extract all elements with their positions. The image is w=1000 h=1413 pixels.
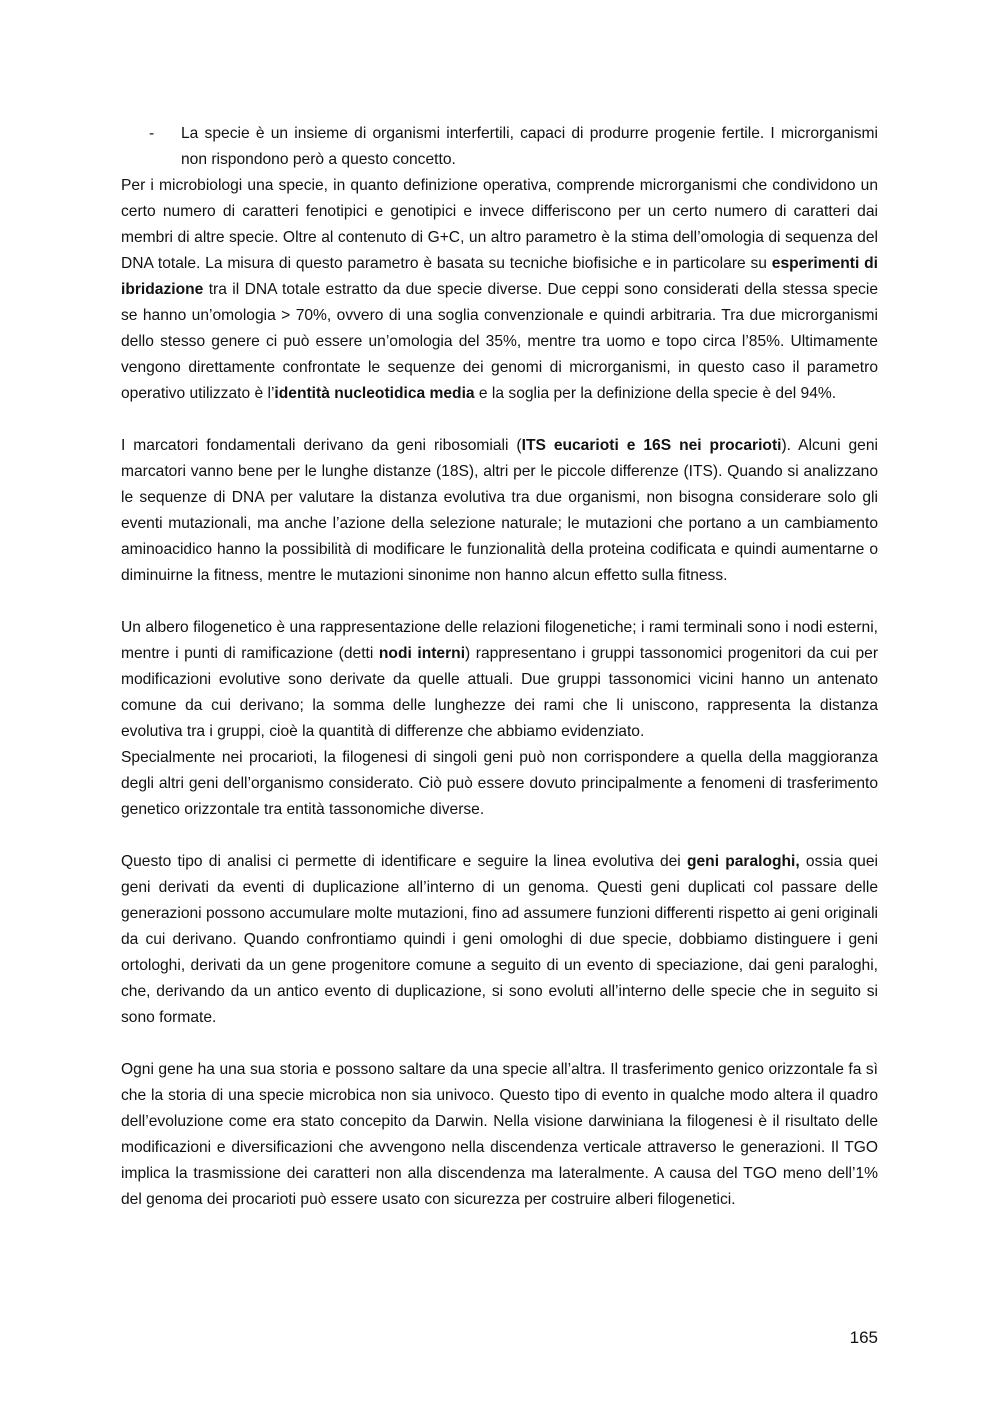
p1-text-a: Per i microbiologi una specie, in quanto definizione operativa, comprende microrganismi che condividono un certo numero di caratteri fenotipici e genotipici e invece differiscono per un certo numero di caratteri dai membri di altre specie. Oltre al contenuto di G+C, un altro parametro è la stima dell’omologia di sequenza del DNA totale. La misura di questo parametro è basata su tecniche biofisiche e in particolare su [121,177,878,272]
p1-bold-identita: identità nucleotidica media [274,385,475,402]
p2-bold-its: ITS eucarioti e 16S nei procarioti [521,437,782,454]
paragraph-species-definition [121,173,878,407]
paragraph-tgo: Ogni gene ha una sua storia e possono saltare da una specie all’altra. Il trasferimento genico orizzontale fa sì che la storia di una specie microbica non sia univoco. Questo tipo di evento in qualche modo altera il quadro dell’evoluzione come era stato concepito da Darwin. Nella visione darwiniana la filogenesi è il risultato delle modificazioni e diversificazioni che avvengono nella discendenza verticale attraverso le generazioni. Il TGO implica la trasmissione dei caratteri non alla discendenza ma lateralmente. A causa del TGO meno dell’1% del genoma dei procarioti può essere usato con sicurezza per costruire alberi filogenetici. [121,1061,878,1208]
p3-text-c: ) rappresentano i gruppi tassonomici progenitori da cui per modificazioni evolutive sono derivate da quelle attuali. Due gruppi tassonomici vicini hanno un antenato comune da cui derivano; la somma delle lunghezze dei rami che li uniscono, rappresenta la distanza evolutiva tra i gruppi, cioè la quantità di differenze che abbiamo evidenziato. [121,645,879,740]
p5-text-a: Questo tipo di analisi ci permette di identificare e seguire la linea evolutiva dei [121,853,687,870]
p5-bold-paraloghi: geni paraloghi, [686,853,800,870]
p5-text-c: ossia quei geni derivati da eventi di duplicazione all’interno di un genoma. Questi geni duplicati col passare delle generazioni possono accumulare molte mutazioni, fino ad assumere funzioni differenti rispetto ai geni originali da cui derivano. Quando confrontiamo quindi i geni omologhi di due specie, dobbiamo distinguere i geni ortologhi, derivati da un gene progenitore comune a seguito di un evento di speciazione, dai geni paraloghi, che, derivando da un antico evento di duplicazione, si sono evoluti all’interno delle specie che in seguito si sono formate. [121,853,878,1026]
paragraph-procarioti: Specialmente nei procarioti, la filogenesi di singoli geni può non corrispondere a quella della maggioranza degli altri geni dell’organismo considerato. Ciò può essere dovuto principalmente a fenomeni di trasferimento genetico orizzontale tra entità tassonomiche diverse. [121,749,878,818]
paragraph-gap [121,407,878,433]
paragraph-paraloghi [121,849,878,1031]
bullet-item [121,121,878,173]
bullet-text: La specie è un insieme di organismi interfertili, capaci di produrre progenie fertile. I microrganismi non rispondono però a questo concetto. [181,125,878,168]
p3-text-a: Un albero filogenetico è una rappresentazione delle relazioni filogenetiche; i rami terminali sono i nodi esterni, mentre i punti di ramificazione (detti [121,619,878,662]
p2-text-a: I marcatori fondamentali derivano da geni ribosomiali ( [121,437,522,454]
paragraph-marcatori [121,433,878,589]
p3-bold-nodi: nodi interni [378,645,466,662]
paragraph-gap [121,1031,878,1057]
paragraph-gap [121,589,878,615]
p1-text-c: tra il DNA totale estratto da due specie diverse. Due ceppi sono considerati della stessa specie se hanno un’omologia > 70%, ovvero di una soglia convenzionale e quindi arbitraria. Tra due microrganismi dello stesso genere ci può essere un’omologia del 35%, mentre tra uomo e topo circa l’85%. Ultimamente vengono direttamente confrontate le sequenze dei genomi di microrganismi, in questo caso il parametro operativo utilizzato è l’ [121,281,878,402]
page-body [121,121,878,1213]
page-number: 165 [849,1328,878,1347]
paragraph-albero [121,615,878,745]
bullet-dash: - [149,125,155,142]
p1-text-d: e la soglia per la definizione della specie è del 94%. [474,385,837,402]
p2-text-c: ). Alcuni geni marcatori vanno bene per le lunghe distanze (18S), altri per le piccole differenze (ITS). Quando si analizzano le sequenze di DNA per valutare la distanza evolutiva tra due organismi, non bisogna considerare solo gli eventi mutazionali, ma anche l’azione della selezione naturale; le mutazioni che portano a un cambiamento aminoacidico hanno la possibilità di modificare le funzionalità della proteina codificata e quindi aumentarne o diminuirne la fitness, mentre le mutazioni sinonime non hanno alcun effetto sulla fitness. [121,437,878,584]
paragraph-gap [121,823,878,849]
p1-bold-ibridazione: esperimenti di ibridazione [121,255,878,298]
